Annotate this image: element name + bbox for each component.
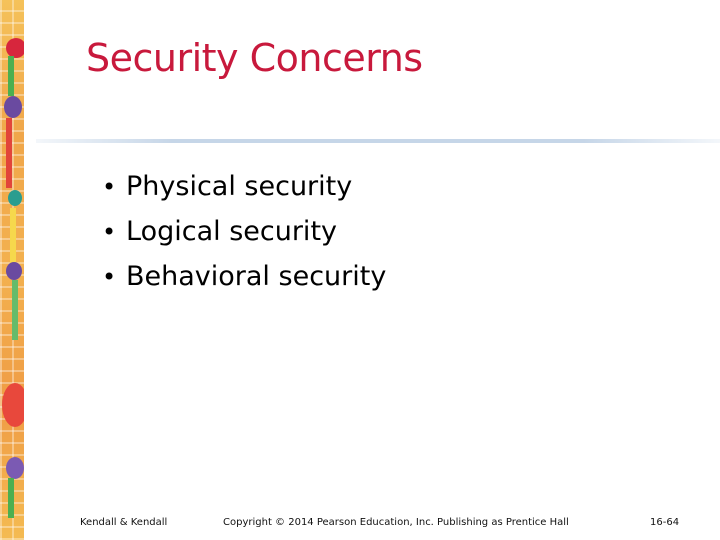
bullet-item-behavioral bbox=[102, 254, 386, 299]
purple-circle-decoration-2 bbox=[6, 262, 22, 280]
bullet-text: Logical security bbox=[126, 216, 338, 247]
purple-circle-decoration bbox=[4, 96, 22, 118]
yellow-bar-decoration bbox=[10, 208, 16, 263]
teal-circle-decoration bbox=[8, 190, 22, 206]
red-circle-decoration bbox=[6, 38, 24, 58]
red-circle-decoration-2 bbox=[2, 383, 24, 427]
green-bar-decoration-3 bbox=[8, 478, 14, 518]
bullet-item-physical bbox=[102, 164, 386, 209]
red-bar-decoration bbox=[6, 118, 12, 188]
bullet-marker: • bbox=[102, 217, 117, 246]
bullet-list bbox=[102, 164, 386, 299]
footer-author: Kendall & Kendall bbox=[80, 517, 168, 528]
bullet-item-logical bbox=[102, 209, 386, 254]
footer-copyright: Copyright © 2014 Pearson Education, Inc. Publishing as Prentice Hall bbox=[223, 517, 569, 528]
green-bar-decoration bbox=[8, 56, 14, 96]
bullet-marker: • bbox=[102, 172, 117, 201]
title-divider bbox=[36, 139, 720, 143]
bullet-marker: • bbox=[102, 262, 117, 291]
bullet-text: Physical security bbox=[126, 171, 353, 202]
bullet-text: Behavioral security bbox=[126, 261, 387, 292]
slide-title: Security Concerns bbox=[86, 36, 423, 80]
purple-circle-decoration-3 bbox=[6, 457, 24, 479]
footer-slide-number: 16-64 bbox=[650, 517, 680, 528]
green-bar-decoration-2 bbox=[12, 280, 18, 340]
decorative-side-strip bbox=[0, 0, 24, 540]
